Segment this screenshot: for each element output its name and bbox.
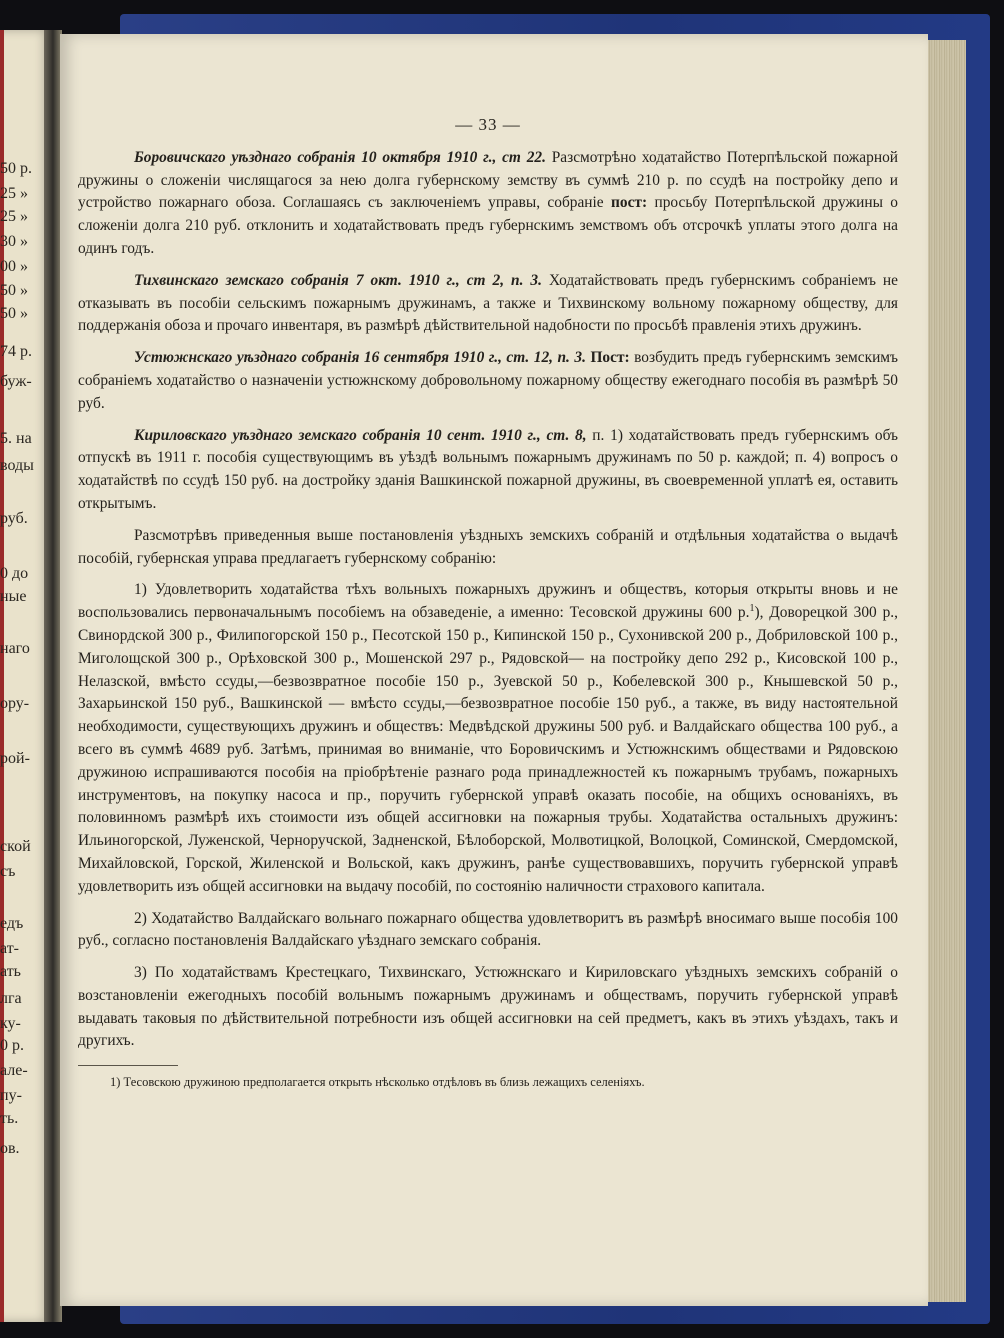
paragraph-text: п. 1) ходатайствовать предъ губернскимъ объ отпускѣ въ 1911 г. пособія существующимъ въ уѣздѣ вольнымъ пожарнымъ дружинамъ по 50 р. каждой; п. 4) вопросъ о ходатайствѣ по ссудѣ 150 руб. на достройку зданія Вашкинской пожарной дружины, въ своевременной уплатѣ ея, оставить открытымъ. — [78, 426, 899, 512]
paragraph-tikhvin — [78, 270, 898, 338]
left-page-fragment: ору- — [0, 695, 30, 712]
paragraph-borovichi — [78, 147, 898, 261]
paragraph-item-1 — [78, 579, 898, 898]
paragraph-strong: пост: — [611, 194, 648, 212]
paragraph-text: 3) По ходатайствамъ Крестецкаго, Тихвинскаго, Устюжнскаго и Кириловскаго уѣздныхъ земскихъ собраній о возстановленіи ежегодныхъ пособій вольнымъ пожарнымъ дружинамъ и обществамъ, поручить губернской управѣ выдавать таковыя по дѣйствительной потребности изъ общей ассигновки на сей предметъ, какъ въ этихъ уѣздахъ, такъ и другихъ. — [78, 964, 898, 1050]
paragraph-text: ), Доворецкой 300 р., Свинордской 300 р., Филипогорской 150 р., Песотской 150 р., Кипинской 150 р., Сухонивской 200 р., Добриловской 100 р., Миголощской 300 р., Орѣховской 300 р., Мошенской 297 р., Рядовской— на постройку депо 292 р., Кисовской 100 р., Нелазской, вмѣсто ссуды,—безвозвратное пособіе 150 р., Зуевской 50 р., Кобелевской 300 р., Кнышевской 50 р., Захарьинской 150 руб., Вашкинской — вмѣсто ссуды,—безвозвратное пособіе 150 руб., а также, въ виду настоятельной необходимости, существующихъ дружинъ и обществъ: Медвѣдской дружины 500 руб. и Валдайскаго общества 100 руб., а всего въ суммѣ 4689 руб. Затѣмъ, принимая во вниманіе, что Боровичскимъ и Устюжнскимъ обществами и Рядовскою дружиною испрашиваются пособія на пріобрѣтеніе разнаго рода принадлежностей къ пожарнымъ трубамъ, пожарныхъ инструментовъ, на покупку насоса и пр., поручить губернской управѣ оказать пособіе, на общихъ основаніяхъ, въ половинномъ размѣрѣ ихъ стоимости изъ общей ассигновки на пожарныя трубы. Ходатайства остальныхъ дружинъ: Ильиногорской, Луженской, Черноручской, Задненской, Бѣлоборской, Молвотицкой, Волоцкой, Соминской, Смердомской, Михайловской, Горской, Жиленской и Вольской, какъ дружинъ, ранѣе существовавшихъ, поручить губернской управѣ удовлетворить изъ общей ассигновки на выдачу пособій, по состоянію наличности страхового капитала. — [78, 604, 898, 895]
paragraph-text: просьбу Потерпѣльской дружины о сложеніи долга 210 руб. отклонить и ходатайствовать предъ губернскимъ земствомъ объ отсрочкѣ уплаты этого долга на одинъ годъ. — [78, 194, 899, 257]
page-content — [78, 114, 898, 1090]
paragraph-lead: Устюжнскаго уѣзднаго собранія 16 сентября 1910 г., ст. 12, п. 3. — [134, 349, 586, 367]
left-page-fragment: наго — [0, 640, 30, 657]
paragraph-item-2 — [78, 908, 898, 954]
left-page-fragment: ов. — [0, 1140, 20, 1157]
paragraph-text: 2) Ходатайство Валдайскаго вольнаго пожарнаго общества удовлетворитъ въ размѣрѣ вносимаго выше пособія 100 руб., согласно постановленія Валдайскаго уѣзднаго земскаго собранія. — [78, 909, 898, 950]
left-page-fragment: 25 » — [0, 208, 28, 225]
left-page-fragment: 74 р. — [0, 343, 32, 360]
paragraph-lead: Боровичскаго уѣзднаго собранія 10 октября 1910 г., ст 22. — [134, 148, 546, 166]
paragraph-review — [78, 525, 898, 571]
left-page-fragment: буж- — [0, 373, 32, 390]
paragraph-text: Ходатайствовать предъ губернскимъ собраніемъ не отказывать въ пособіи сельскимъ пожарнымъ дружинамъ, а также и Тихвинскому вольному пожарному обществу, для поддержанія обоза и прочаго инвентаря, въ размѣрѣ дѣйствительной надобности по просьбѣ правленія этихъ дружинъ. — [78, 271, 898, 335]
left-page-fragment: ть. — [0, 1110, 19, 1127]
left-page-fragment: 50 » — [0, 282, 28, 299]
left-page-fragment: съ — [0, 863, 16, 880]
paragraph-kirillov — [78, 425, 898, 516]
footnote-ref: 1 — [749, 603, 755, 615]
left-page-fragment: рой- — [0, 750, 30, 767]
paragraph-lead: Тихвинскаго земскаго собранія 7 окт. 1910 г., ст 2, п. 3. — [134, 271, 542, 289]
left-page-fragment: 00 » — [0, 258, 28, 275]
left-facing-page — [0, 30, 50, 1322]
paragraph-item-3 — [78, 962, 898, 1053]
left-page-fragment: пу- — [0, 1087, 22, 1104]
footnote-divider — [78, 1065, 178, 1066]
left-page-fragment: ку- — [0, 1015, 21, 1032]
left-page-fragment: лга — [0, 990, 22, 1007]
left-page-fragment: руб. — [0, 510, 28, 527]
paragraph-ustyuzhna — [78, 347, 898, 415]
left-page-fragment: 5. на — [0, 430, 32, 447]
left-page-fragment: 0 р. — [0, 1037, 24, 1054]
left-page-fragment: 50 р. — [0, 160, 32, 177]
left-page-fragment: 30 » — [0, 233, 28, 250]
left-page-fragment: 0 до — [0, 565, 29, 582]
left-page-fragment: ской — [0, 838, 31, 855]
left-page-fragment: 50 » — [0, 305, 28, 322]
left-page-fragment: ные — [0, 588, 27, 605]
paragraph-text: 1) Удовлетворить ходатайства тѣхъ вольныхъ пожарныхъ дружинъ и обществъ, которыя открыты вновь и не воспользовались первоначальнымъ пособіемъ на обзаведеніе, а именно: Тесовской дружины 600 р. — [78, 581, 898, 622]
footnote: 1) Тесовскою дружиною предполагается открыть нѣсколько отдѣловъ въ близь лежащихъ селеніяхъ. — [110, 1075, 645, 1090]
left-page-fragment: ать — [0, 963, 21, 980]
left-page-fragment: едъ — [0, 915, 24, 932]
paragraph-strong: Пост: — [585, 349, 630, 367]
left-page-fragment: ат- — [0, 940, 20, 957]
paragraph-text: возбудить предъ губернскимъ земскимъ собраніемъ ходатайство о назначеніи устюжнскому добровольному пожарному обществу ежегоднаго пособія въ размѣрѣ 50 руб. — [78, 349, 899, 412]
document-page — [60, 34, 928, 1306]
left-page-fragment: 25 » — [0, 185, 28, 202]
page-number: — 33 — — [455, 115, 521, 134]
paragraph-lead: Кириловскаго уѣзднаго земскаго собранія 10 сент. 1910 г., ст. 8, — [134, 426, 587, 444]
paragraph-text: Разсмотрѣвъ приведенныя выше постановленія уѣздныхъ земскихъ собраній и отдѣльныя ходатайства о выдачѣ пособій, губернская управа предлагаетъ губернскому собранію: — [78, 526, 898, 567]
left-page-fragment: воды — [0, 457, 34, 474]
paragraph-text: Разсмотрѣно ходатайство Потерпѣльской пожарной дружины о сложеніи числящагося за нею долга губернскому земству въ суммѣ 210 р. по ссудѣ на постройку депо и устройство пожарнаго обоза. Соглашаясь съ заключеніемъ управы, собраніе — [78, 148, 898, 212]
left-page-fragment: але- — [0, 1062, 28, 1079]
